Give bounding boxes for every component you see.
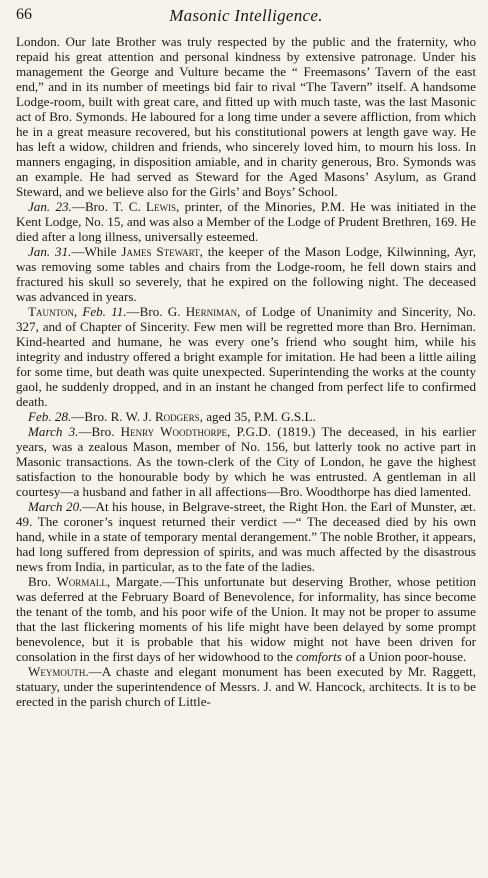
deceased-name: T. C. Lewis <box>113 199 177 214</box>
date-lead: March 3. <box>28 424 79 439</box>
paragraph-lewis: Jan. 23.—Bro. T. C. Lewis, printer, of the Minories, P.M. He was initiated in the Kent Lodge, No. 15, and was also a Member of the Lodge of Prudent Brethren, 169. He died after a long illness, universally esteemed. <box>16 199 476 244</box>
page-number: 66 <box>16 6 32 23</box>
article-body <box>16 34 476 709</box>
deceased-name: James Stewart <box>121 244 200 259</box>
date-lead: Jan. 31. <box>28 244 72 259</box>
paragraph-wormall: Bro. Wormall, Margate.—This unfortunate but deserving Brother, whose petition was deferred at the February Board of Benevolence, for informality, has since become the tenant of the tomb, and his poor wife of the Union. It may not be proper to assume that the last flickering moments of his life might have been delayed by some prompt benevolence, but it is probable that his widow might not have been driven for consolation in the first days of her widowhood to the comforts of a Union poor-house. <box>16 574 477 664</box>
date-lead: Jan. 23. <box>28 199 72 214</box>
place-lead: Weymouth <box>28 664 86 679</box>
deceased-name: Rodgers <box>154 409 200 424</box>
deceased-name: Herniman <box>185 304 238 319</box>
date-lead: Feb. 28. <box>28 409 72 424</box>
page-header <box>16 4 476 34</box>
deceased-name: Wormall <box>56 574 107 589</box>
paragraph-stewart: Jan. 31.—While James Stewart, the keeper of the Mason Lodge, Kilwinning, Ayr, was removing some tables and chairs from the Lodge-room, he fell down stairs and fractured his skull so severely, that he expired on the following night. The deceased was advanced in years. <box>16 244 476 304</box>
paragraph-rodgers: Feb. 28.—Bro. R. W. J. Rodgers, aged 35, P.M. G.S.L. <box>28 409 316 424</box>
running-head: Masonic Intelligence. <box>169 6 323 25</box>
date-lead: March 20. <box>28 499 83 514</box>
emphasis: comforts <box>296 649 342 664</box>
paragraph-munster: March 20.—At his house, in Belgrave-street, the Right Hon. the Earl of Munster, æt. 49. The coroner’s inquest returned their verdict —“ The deceased died by his own hand, while in a state of temporary mental derangement.” The noble Brother, it appears, had long suffered from depression of spirits, and was much affected by the disastrous news from India, in particular, as to the fate of the ladies. <box>16 499 476 574</box>
paragraph-symonds: London. Our late Brother was truly respected by the public and the fraternity, who repaid his great attention and personal kindness by extensive patronage. Under his management the George and Vulture became the “ Freemasons’ Tavern of the east end,” and in its number of meetings bid fair to rival “The Tavern” itself. A handsome Lodge-room, built with great care, and fitted up with much taste, was the last Masonic act of Bro. Symonds. He laboured for a long time under a severe affliction, from which he in a great measure recovered, but his constitutional powers at length gave way. He has left a widow, children and friends, who sincerely loved him, to mourn his loss. In manners engaging, in disposition amiable, and in charity generous, Bro. Symonds was an example. He had served as Steward for the Aged Masons’ Asylum, as Grand Steward, and we believe also for the Girls’ and Boys’ School. <box>16 34 476 199</box>
date-lead: , Feb. 11. <box>73 304 127 319</box>
paragraph-weymouth: Weymouth.—A chaste and elegant monument has been executed by Mr. Raggett, statuary, under the superintendence of Messrs. J. and W. Hancock, architects. It is to be erected in the parish church of Little- <box>16 664 476 709</box>
paragraph-herniman: Taunton, Feb. 11.—Bro. G. Herniman, of Lodge of Unanimity and Sincerity, No. 327, and of Chapter of Sincerity. Few men will be regretted more than Bro. Herniman. Kind-hearted and humane, he was every one’s friend who sought him, while his integrity and industry offered a bright example for imitation. He had been a little ailing for some time, but death was quite unexpected. Superintending the works at the county gaol, he suddenly dropped, and in an instant he changed from perfect life to confirmed death. <box>16 304 476 409</box>
place-lead: Taunton <box>28 304 74 319</box>
paragraph-woodthorpe: March 3.—Bro. Henry Woodthorpe, P.G.D. (1819.) The deceased, in his earlier years, was a zealous Mason, member of No. 156, but latterly took no active part in Masonic transactions. As the town-clerk of the City of London, he gave the highest satisfaction to the honourable body by which he was entrusted. A gentleman in all courtesy—a husband and father in all affections—Bro. Woodthorpe has died lamented. <box>16 424 476 499</box>
deceased-name: Henry Woodthorpe <box>120 424 227 439</box>
